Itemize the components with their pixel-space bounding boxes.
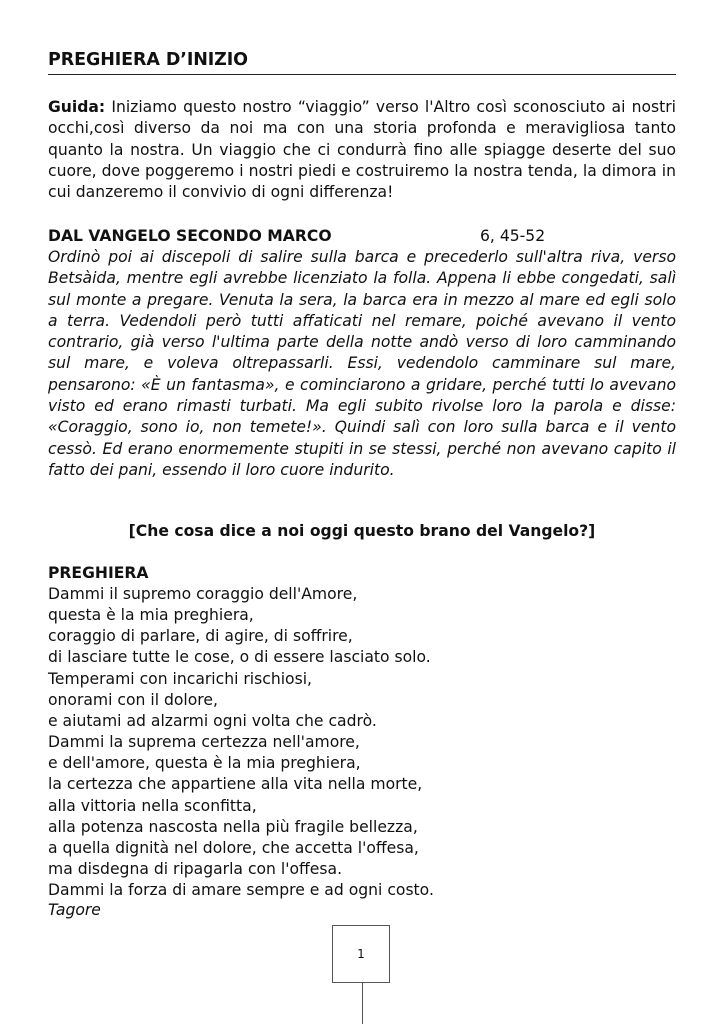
prayer-line: questa è la mia preghiera,: [48, 606, 254, 625]
page-number: 1: [357, 947, 365, 961]
gospel-heading-row: [48, 226, 676, 247]
prayer-line: la certezza che appartiene alla vita nella morte,: [48, 775, 423, 794]
prayer-line: Dammi la forza di amare sempre e ad ogni costo.: [48, 881, 434, 900]
prayer-line: Temperami con incarichi rischiosi,: [48, 669, 312, 688]
prayer-line: Dammi la suprema certezza nell'amore,: [48, 733, 360, 752]
page-number-box: [332, 925, 390, 983]
prayer-line: coraggio di parlare, di agire, di soffrire,: [48, 627, 353, 646]
guide-label: Guida:: [48, 98, 106, 116]
prayer-line: Dammi il supremo coraggio dell'Amore,: [48, 585, 358, 603]
prayer-line: di lasciare tutte le cose, o di essere lasciato solo.: [48, 648, 431, 667]
guide-text: Iniziamo questo nostro “viaggio” verso l'Altro così sconosciuto ai nostri occhi,così diverso da noi ma con una storia profonda e meravigliosa tanto quanto la nostra. Un viaggio che ci condurrà fino alle spiagge deserte del suo cuore, dove poggeremo i nostri piedi e costruiremo la nostra tenda, la dimora in cui danzeremo il convivio di ogni differenza!: [48, 98, 676, 202]
reflection-question: [Che cosa dice a noi oggi questo brano del Vangelo?]: [128, 522, 596, 540]
prayer-line: onorami con il dolore,: [48, 690, 218, 709]
guide-paragraph: [48, 97, 676, 203]
gospel-heading: DAL VANGELO SECONDO MARCO: [48, 227, 332, 245]
prayer-line: alla vittoria nella sconfitta,: [48, 796, 257, 815]
page-title: PREGHIERA D’INIZIO: [48, 50, 676, 75]
gospel-reference: 6, 45-52: [480, 227, 546, 245]
prayer-line: a quella dignità nel dolore, che accetta l'offesa,: [48, 838, 419, 857]
prayer-line: alla potenza nascosta nella più fragile bellezza,: [48, 817, 418, 836]
prayer-text: [48, 584, 676, 901]
prayer-author: Tagore: [48, 901, 101, 919]
prayer-line: ma disdegna di ripagarla con l'offesa.: [48, 860, 343, 879]
prayer-heading: PREGHIERA: [48, 564, 149, 582]
prayer-line: e dell'amore, questa è la mia preghiera,: [48, 754, 361, 773]
page-number-stem: [362, 983, 363, 1024]
prayer-line: e aiutami ad alzarmi ogni volta che cadrò.: [48, 711, 377, 730]
gospel-passage: Ordinò poi ai discepoli di salire sulla barca e precederlo sull'altra riva, verso Betsàida, mentre egli avrebbe licenziato la folla. Appena li ebbe congedati, salì sul monte a pregare. Venuta la sera, la barca era in mezzo al mare ed egli solo a terra. Vedendoli però tutti affaticati nel remare, poiché avevano il vento contrario, già verso l'ultima parte della notte andò verso di loro camminando sul mare, e voleva oltrepassarli. Essi, vedendolo camminare sul mare, pensarono: «È un fantasma», e cominciarono a gridare, perché tutti lo avevano visto ed erano rimasti turbati. Ma egli subito rivolse loro la parola e disse: «Coraggio, sono io, non temete!». Quindi salì con loro sulla barca e il vento cessò. Ed erano enormemente stupiti in se stessi, perché non avevano capito il fatto dei pani, essendo il loro cuore indurito.: [48, 248, 676, 479]
